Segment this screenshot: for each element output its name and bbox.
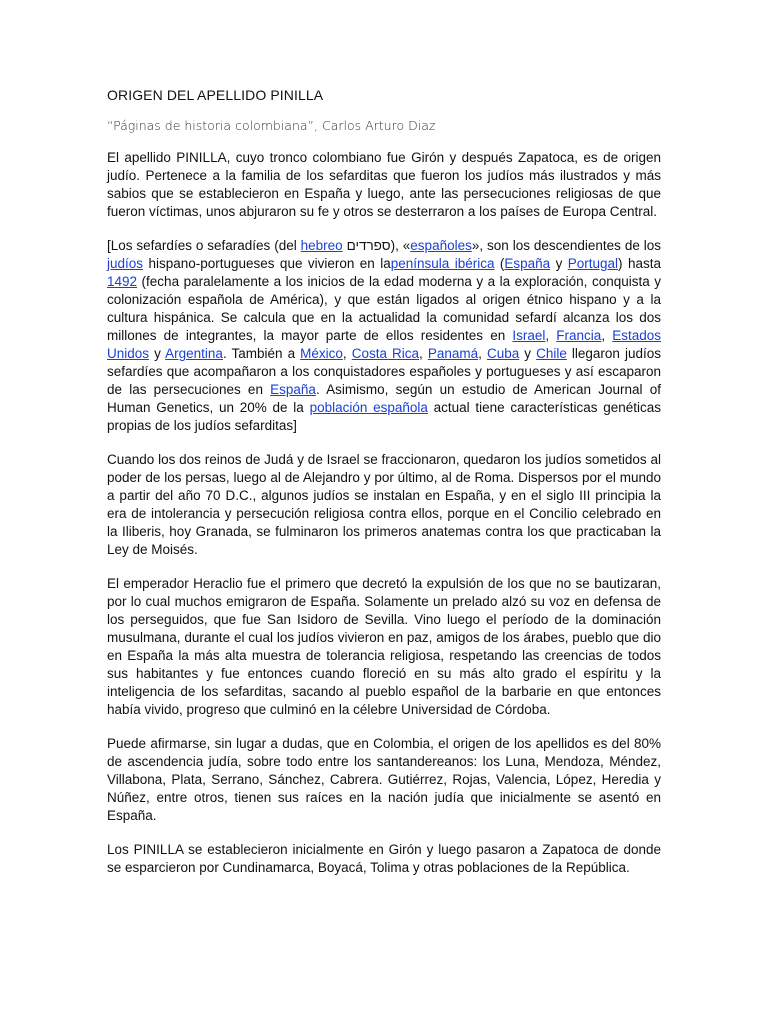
text-run: y [550,256,568,271]
link-espana-2[interactable]: España [270,382,316,397]
link-costa-rica[interactable]: Costa Rica [351,346,420,361]
link-poblacion-espanola[interactable]: población española [309,400,428,415]
text-run: , [478,346,487,361]
link-peninsula-iberica[interactable]: península ibérica [390,256,495,271]
text-run: (fecha paralelamente a los inicios de la edad moderna y a la exploración, conquista y colonización española de América), y que están ligados al origen étnico hispano y a la cultura hispánica. Se calcula que en la actualidad la comunidad sefardí alcanza los dos millones de integrantes, la mayor parte de ellos residentes en [107,274,661,343]
link-mexico[interactable]: México [300,346,343,361]
link-argentina[interactable]: Argentina [165,346,223,361]
text-run: », son los descendientes de los [471,238,661,253]
paragraph-6: Los PINILLA se establecieron inicialmente en Girón y luego pasaron a Zapatoca de donde se esparcieron por Cundinamarca, Boyacá, Tolima y otras poblaciones de la República. [107,842,661,875]
link-espanoles[interactable]: españoles [410,238,472,253]
text-run: , [601,328,613,343]
link-portugal[interactable]: Portugal [567,256,619,271]
document-subtitle: “Páginas de historia colombiana”, Carlos Arturo Diaz [107,118,436,133]
link-cuba[interactable]: Cuba [486,346,520,361]
link-judios[interactable]: judíos [107,256,144,271]
link-hebreo[interactable]: hebreo [300,238,343,253]
paragraph-3: Cuando los dos reinos de Judá y de Israel se fraccionaron, quedaron los judíos sometidos al poder de los persas, luego al de Alejandro y por último, al de Roma. Dispersos por el mundo a partir del año 70 D.C., algunos judíos se instalan en España, y en el siglo III principia la era de intolerancia y persecución religiosa contra ellos, porque en el Concilio celebrado en la Iliberis, hoy Granada, se fulminaron los primeros anatemas contra los que practicaban la Ley de Moisés. [107,452,661,557]
text-run: ספרדים), « [342,238,411,253]
text-run: [Los sefardíes o sefaradíes (del [107,238,301,253]
paragraph-4: El emperador Heraclio fue el primero que decretó la expulsión de los que no se bautizaran, por lo cual muchos emigraron de España. Solamente un prelado alzó su voz en defensa de los perseguidos, que fue San Isidoro de Sevilla. Vino luego el período de la dominación musulmana, durante el cual los judíos vivieron en paz, amigos de los árabes, pueblo que dio en España la más alta muestra de tolerancia religiosa, respetando las creencias de todos sus habitantes y fue entonces cuando floreció en su más alto grado el espíritu y la inteligencia de los sefarditas, sacando al pueblo español de la barbarie en que entonces había vivido, progreso que culminó en la célebre Universidad de Córdoba. [107,576,661,717]
text-run: , [545,328,557,343]
text-run: ( [494,256,505,271]
text-run: ) hasta [618,256,661,271]
paragraph-2 [107,237,661,435]
text-run: , [419,346,428,361]
link-panama[interactable]: Panamá [427,346,479,361]
paragraph-1: El apellido PINILLA, cuyo tronco colombiano fue Girón y después Zapatoca, es de origen judío. Pertenece a la familia de los sefarditas que fueron los judíos más ilustrados y más sabios que se establecieron en España y luego, ante las persecuciones religiosas de que fueron víctimas, unos abjuraron su fe y otros se desterraron a los países de Europa Central. [107,150,661,219]
text-run: llegaron judíos sefardíes que acompañaron a los conquistadores españoles y portugueses y así escaparon de las persecuciones en [107,346,661,397]
text-run: actual tiene características genéticas propias de los judíos sefarditas] [107,400,661,433]
text-run: . También a [222,346,301,361]
link-estados-unidos[interactable]: Estados Unidos [107,328,661,361]
link-1492[interactable]: 1492 [107,274,138,289]
link-espana[interactable]: España [504,256,551,271]
text-run: y [519,346,537,361]
paragraph-5: Puede afirmarse, sin lugar a dudas, que en Colombia, el origen de los apellidos es del 80% de ascendencia judía, sobre todo entre los santandereanos: los Luna, Mendoza, Méndez, Villabona, Plata, Serrano, Sánchez, Cabrera. Gutiérrez, Rojas, Valencia, López, Heredia y Núñez, entre otros, tienen sus raíces en la nación judía que inicialmente se asentó en España. [107,736,661,823]
text-run: , [342,346,352,361]
link-chile[interactable]: Chile [536,346,567,361]
document-body [107,86,661,893]
link-francia[interactable]: Francia [556,328,602,343]
text-run: hispano-portugueses que vivieron en la [143,256,391,271]
text-run: . Asimismo, según un estudio de American Journal of Human Genetics, un 20% de la [107,382,661,415]
text-run: y [149,346,166,361]
document-title: ORIGEN DEL APELLIDO PINILLA [107,87,324,103]
link-israel[interactable]: Israel [512,328,546,343]
